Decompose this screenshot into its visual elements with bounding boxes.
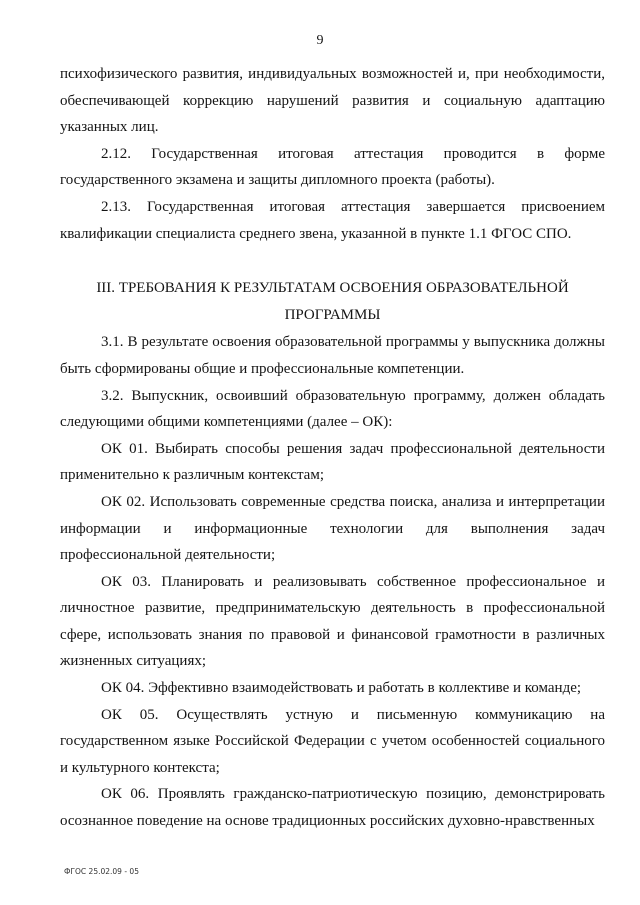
paragraph-3-1: 3.1. В результате освоения образовательной программы у выпускника должны быть сформированы общие и профессиональные компетенции. <box>60 334 605 377</box>
competency-ok-06: ОК 06. Проявлять гражданско-патриотическую позицию, демонстрировать осознанное поведение на основе традиционных российских духовно-нравственных <box>60 786 605 830</box>
competency-ok-04: ОК 04. Эффективно взаимодействовать и работать в коллективе и команде; <box>101 680 582 697</box>
footer-document-code: ФГОС 25.02.09 - 05 <box>64 867 139 876</box>
document-body <box>60 61 605 835</box>
paragraph-2-12: 2.12. Государственная итоговая аттестация проводится в форме государственного экзамена и защиты дипломного проекта (работы). <box>60 145 605 189</box>
page-number: 9 <box>316 33 324 48</box>
competency-ok-03: ОК 03. Планировать и реализовывать собственное профессиональное и личностное развитие, предпринимательскую деятельность в профессиональной сфере, использовать знания по правовой и финансовой грамотности в различных жизненных ситуациях; <box>60 573 605 670</box>
paragraph-2-13: 2.13. Государственная итоговая аттестация завершается присвоением квалификации специалиста среднего звена, указанной в пункте 1.1 ФГОС СПО. <box>60 198 605 242</box>
competency-ok-02: ОК 02. Использовать современные средства поиска, анализа и интерпретации информации и информационные технологии для выполнения задач профессиональной деятельности; <box>60 493 605 564</box>
paragraph-3-2: 3.2. Выпускник, освоивший образовательную программу, должен обладать следующими общими компетенциями (далее – ОК): <box>60 387 605 431</box>
competency-ok-01: ОК 01. Выбирать способы решения задач профессиональной деятельности применительно к различным контекстам; <box>60 440 605 484</box>
section-title-line-2: ПРОГРАММЫ <box>284 306 381 323</box>
competency-ok-05: ОК 05. Осуществлять устную и письменную коммуникацию на государственном языке Российской Федерации с учетом особенностей социального и культурного контекста; <box>60 706 605 776</box>
section-title <box>60 275 605 328</box>
paragraph-continuation: психофизического развития, индивидуальных возможностей и, при необходимости, обеспечивающей коррекцию нарушений развития и социальную адаптацию указанных лиц. <box>60 66 605 136</box>
section-title-line-1: III. ТРЕБОВАНИЯ К РЕЗУЛЬТАТАМ ОСВОЕНИЯ ОБРАЗОВАТЕЛЬНОЙ <box>96 280 569 297</box>
